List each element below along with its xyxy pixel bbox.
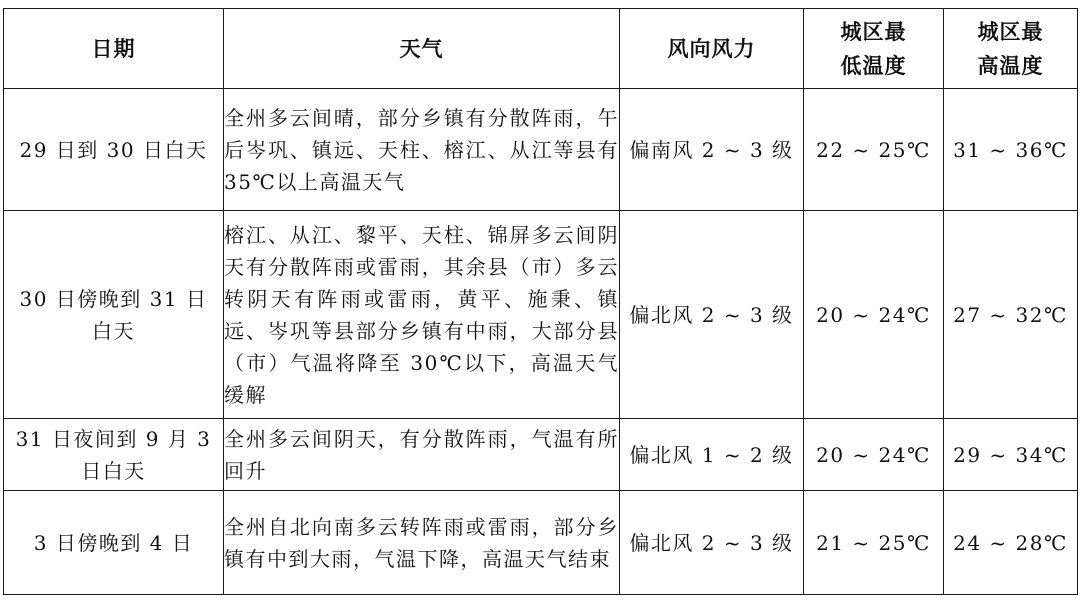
row-min-temp: 22 ~ 25℃ [804,89,944,211]
header-min-temp-line1: 城区最 [840,19,907,44]
row-max-temp: 31 ~ 36℃ [944,89,1078,211]
row-max-temp: 29 ~ 34℃ [944,419,1078,491]
row-weather: 全州多云间阴天，有分散阵雨，气温有所回升 [224,419,620,491]
table-header-row [4,9,1078,89]
row-weather: 全州自北向南多云转阵雨或雷雨，部分乡镇有中到大雨，气温下降，高温天气结束 [224,491,620,595]
row-wind: 偏北风 2 ~ 3 级 [620,211,804,419]
row-min-temp: 21 ~ 25℃ [804,491,944,595]
row-max-temp: 27 ~ 32℃ [944,211,1078,419]
row-wind: 偏北风 1 ~ 2 级 [620,419,804,491]
header-min-temp [804,9,944,89]
header-date: 日期 [4,9,224,89]
row-date: 3 日傍晚到 4 日 [4,491,224,595]
table-row [4,419,1078,491]
row-min-temp: 20 ~ 24℃ [804,211,944,419]
table-row [4,89,1078,211]
row-weather: 全州多云间晴，部分乡镇有分散阵雨，午后岑巩、镇远、天柱、榕江、从江等县有 35℃以上高温天气 [224,89,620,211]
header-max-temp-line2: 高温度 [977,53,1044,78]
row-max-temp: 24 ~ 28℃ [944,491,1078,595]
row-date: 30 日傍晚到 31 日白天 [4,211,224,419]
row-date: 31 日夜间到 9 月 3 日白天 [4,419,224,491]
header-min-temp-line2: 低温度 [840,53,907,78]
row-date: 29 日到 30 日白天 [4,89,224,211]
table-row [4,211,1078,419]
weather-forecast-table [3,8,1078,595]
row-min-temp: 20 ~ 24℃ [804,419,944,491]
row-wind: 偏南风 2 ~ 3 级 [620,89,804,211]
table-row [4,491,1078,595]
header-max-temp [944,9,1078,89]
row-wind: 偏北风 2 ~ 3 级 [620,491,804,595]
row-weather: 榕江、从江、黎平、天柱、锦屏多云间阴天有分散阵雨或雷雨，其余县（市）多云转阴天有阵雨或雷雨，黄平、施秉、镇远、岑巩等县部分乡镇有中雨，大部分县（市）气温将降至 30℃以下，高温天气缓解 [224,211,620,419]
header-max-temp-line1: 城区最 [977,19,1044,44]
header-wind: 风向风力 [620,9,804,89]
header-weather: 天气 [224,9,620,89]
